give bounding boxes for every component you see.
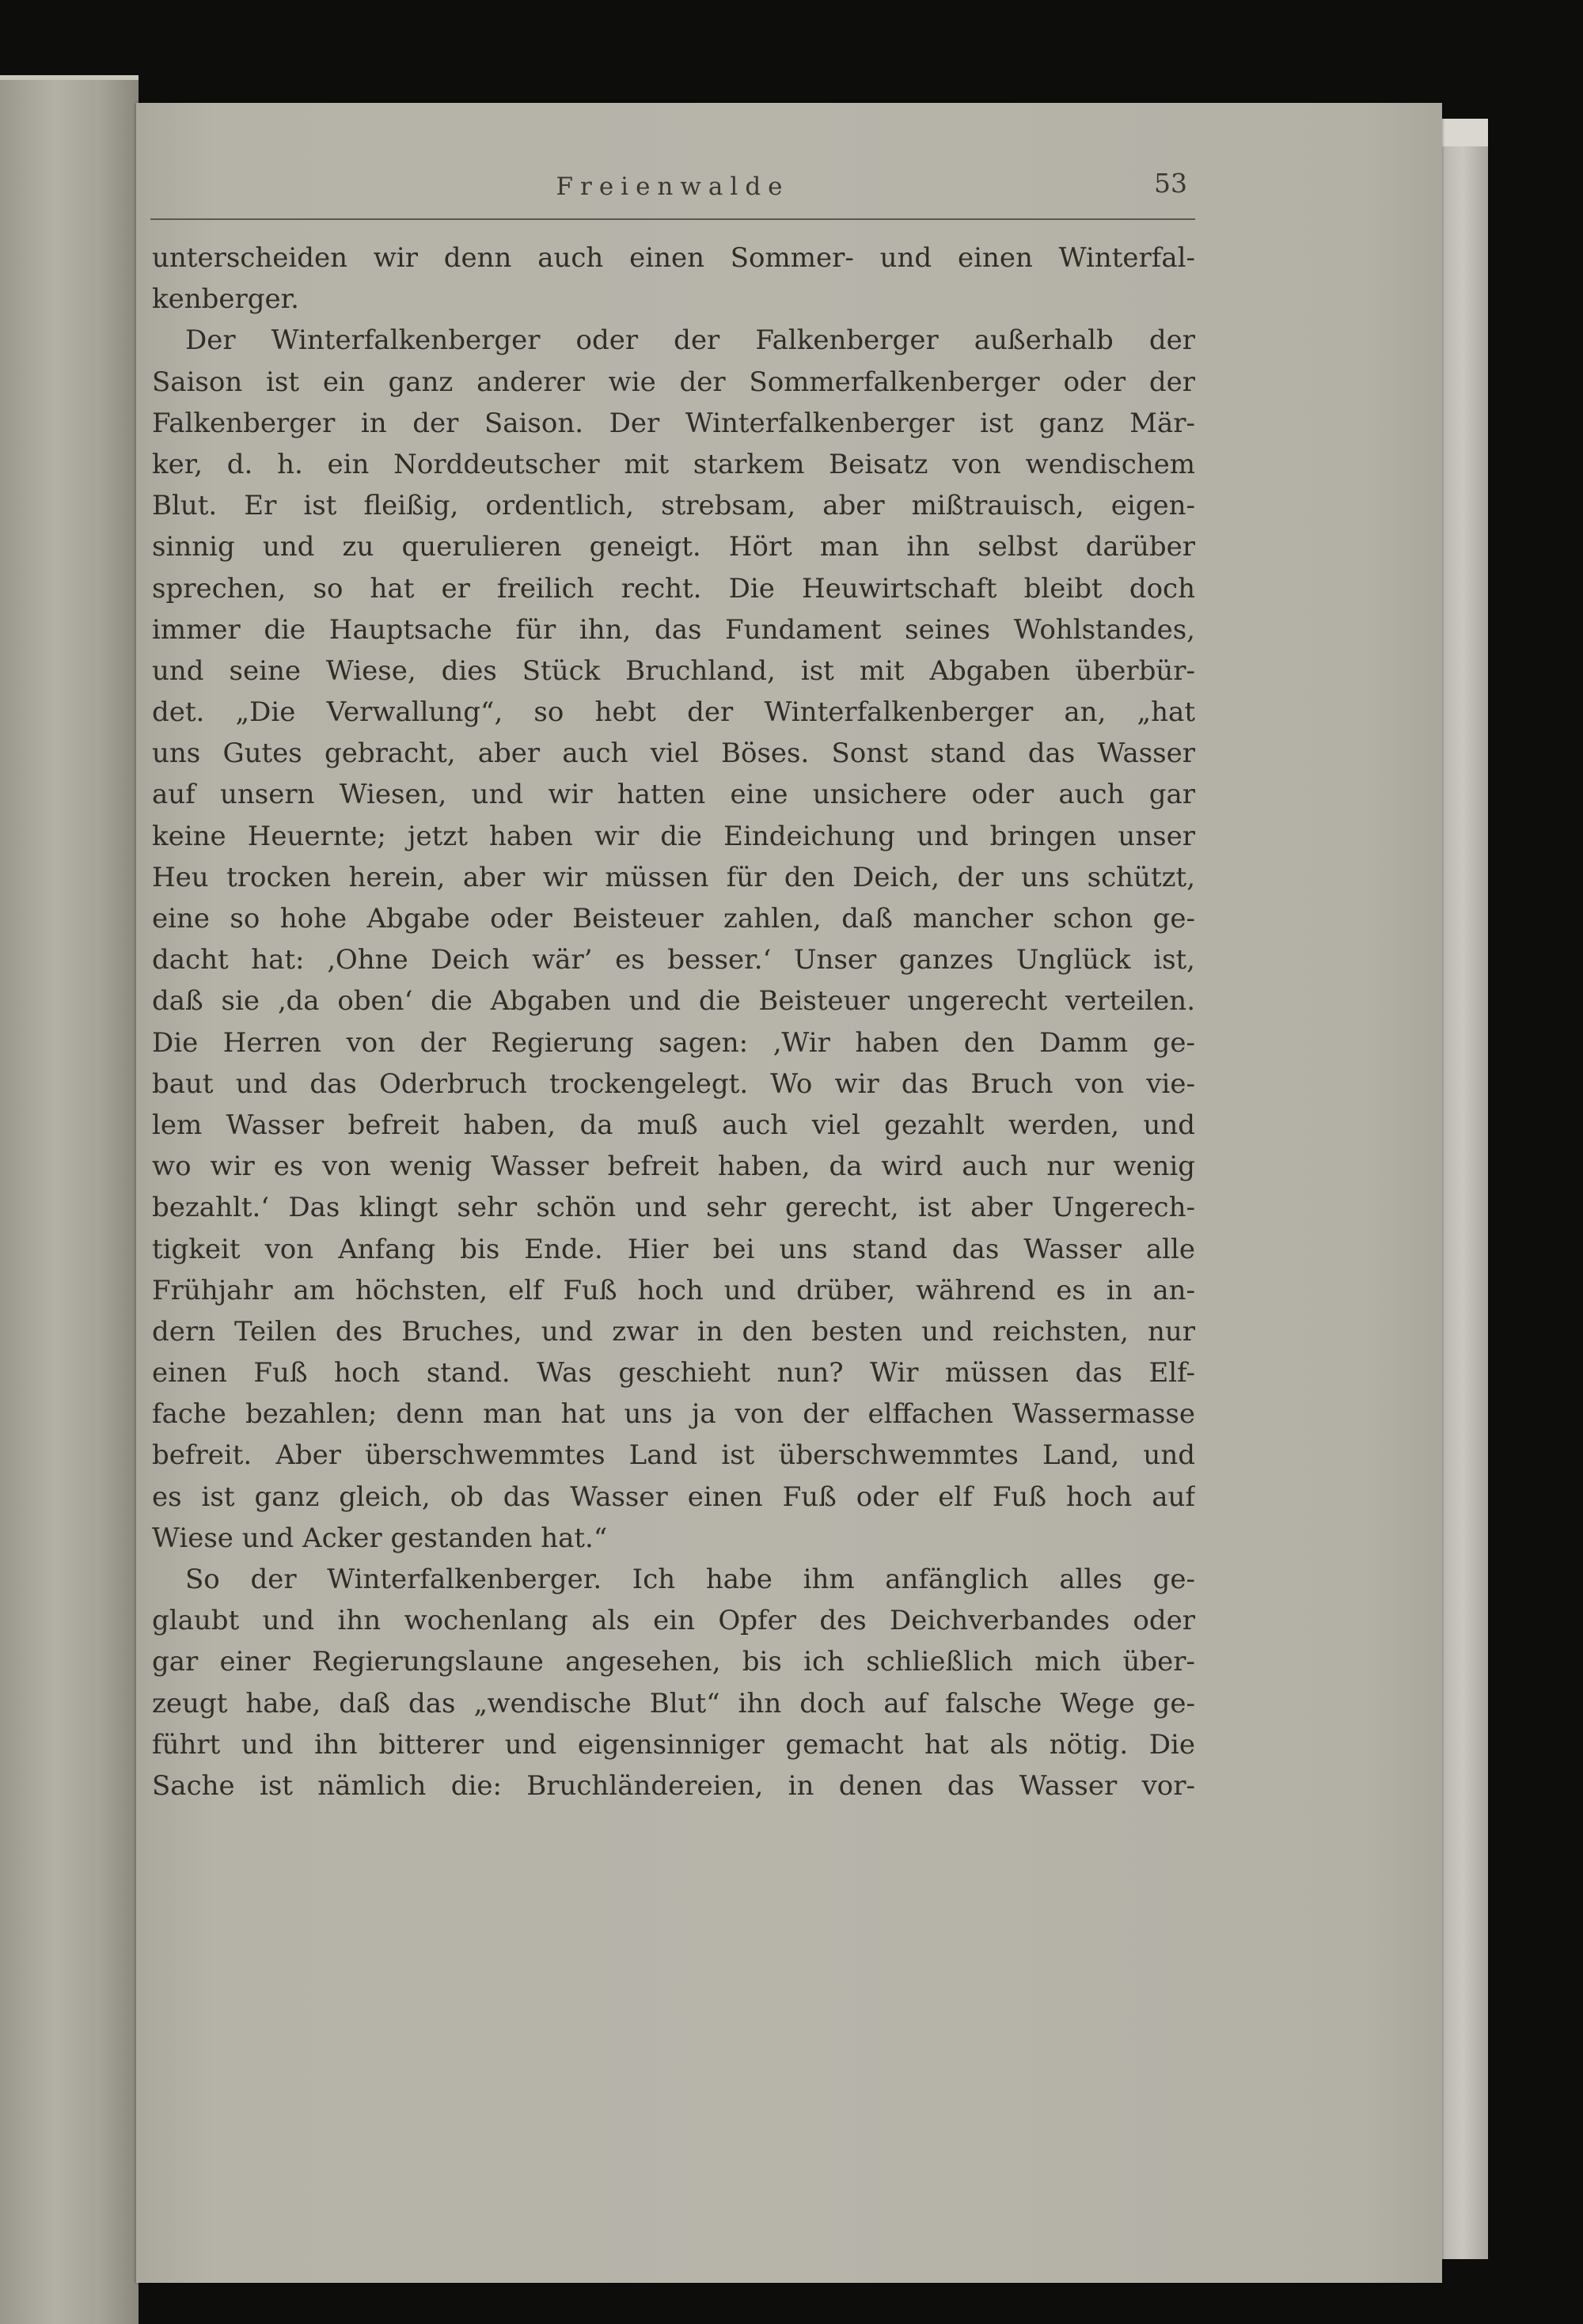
text-line: unterscheiden wir denn auch einen Sommer- und einen Winterfal- [152, 242, 1195, 274]
text-line: Falkenberger in der Saison. Der Winterfalkenberger ist ganz Mär- [152, 407, 1195, 439]
text-line: So der Winterfalkenberger. Ich habe ihm anfänglich alles ge- [185, 1564, 1195, 1595]
text-line: uns Gutes gebracht, aber auch viel Böses. Sonst stand das Wasser [152, 737, 1195, 770]
body-text [152, 237, 1195, 1807]
text-line: immer die Hauptsache für ihn, das Fundament seines Wohlstandes, [152, 613, 1195, 646]
text-line: dern Teilen des Bruches, und zwar in den besten und reichsten, nur [152, 1315, 1195, 1348]
text-line: Heu trocken herein, aber wir müssen für den Deich, der uns schützt, [152, 861, 1195, 893]
text-line: Sache ist nämlich die: Bruchländereien, in denen das Wasser vor- [152, 1769, 1195, 1802]
text-line: bezahlt.‘ Das klingt sehr schön und sehr gerecht, ist aber Ungerech- [152, 1192, 1195, 1224]
text-line: Saison ist ein ganz anderer wie der Sommerfalkenberger oder der [152, 366, 1195, 398]
text-line: dacht hat: ‚Ohne Deich wär’ es besser.‘ Unser ganzes Unglück ist, [152, 944, 1195, 976]
text-line: ker, d. h. ein Norddeutscher mit starkem Beisatz von wendischem [152, 448, 1195, 480]
text-line: glaubt und ihn wochenlang als ein Opfer des Deichverbandes oder [152, 1605, 1195, 1637]
text-line: daß sie ‚da oben‘ die Abgaben und die Beisteuer ungerecht verteilen. [152, 985, 1195, 1018]
text-line: sinnig und zu querulieren geneigt. Hört man ihn selbst darüber [152, 531, 1195, 563]
text-line: det. „Die Verwallung“, so hebt der Winterfalkenberger an, „hat [152, 696, 1195, 729]
text-line: sprechen, so hat er freilich recht. Die Heuwirtschaft bleibt doch [152, 572, 1195, 605]
text-line: es ist ganz gleich, ob das Wasser einen Fuß oder elf Fuß hoch auf [152, 1480, 1195, 1513]
text-line: eine so hohe Abgabe oder Beisteuer zahlen, daß mancher schon ge- [152, 903, 1195, 935]
text-line: Frühjahr am höchsten, elf Fuß hoch und drüber, während es in an- [152, 1274, 1195, 1306]
book-gutter [95, 80, 139, 2324]
text-line: Blut. Er ist fleißig, ordentlich, strebsam, aber mißtrauisch, eigen- [152, 490, 1195, 522]
text-line: führt und ihn bitterer und eigensinniger gemacht hat als nötig. Die [152, 1728, 1195, 1761]
previous-page-edge [0, 75, 139, 2324]
header-rule [150, 218, 1195, 220]
running-title: Freienwalde [556, 172, 790, 201]
text-line: Der Winterfalkenberger oder der Falkenberger außerhalb der [185, 324, 1195, 357]
text-line: tigkeit von Anfang bis Ende. Hier bei uns stand das Wasser alle [152, 1233, 1195, 1265]
text-line: Die Herren von der Regierung sagen: ‚Wir haben den Damm ge- [152, 1026, 1195, 1059]
text-line: kenberger. [152, 283, 299, 316]
text-line: zeugt habe, daß das „wendische Blut“ ihn doch auf falsche Wege ge- [152, 1687, 1195, 1719]
text-line: wo wir es von wenig Wasser befreit haben, da wird auch nur wenig [152, 1151, 1195, 1183]
text-line: keine Heuernte; jetzt haben wir die Eindeichung und bringen unser [152, 820, 1195, 852]
running-head [150, 168, 1195, 220]
text-line: fache bezahlen; denn man hat uns ja von der elffachen Wassermasse [152, 1398, 1195, 1431]
text-line: gar einer Regierungslaune angesehen, bis ich schließlich mich über- [152, 1646, 1195, 1678]
text-line: lem Wasser befreit haben, da muß auch viel gezahlt werden, und [152, 1109, 1195, 1141]
text-line: befreit. Aber überschwemmtes Land ist überschwemmtes Land, und [152, 1439, 1195, 1472]
text-line: und seine Wiese, dies Stück Bruchland, ist mit Abgaben überbür- [152, 654, 1195, 687]
text-line: auf unsern Wiesen, und wir hatten eine unsichere oder auch gar [152, 779, 1195, 811]
text-line: Wiese und Acker gestanden hat.“ [152, 1522, 608, 1554]
page-number: 53 [1154, 168, 1187, 199]
text-line: einen Fuß hoch stand. Was geschieht nun? Wir müssen das Elf- [152, 1357, 1195, 1389]
text-line: baut und das Oderbruch trockengelegt. Wo wir das Bruch von vie- [152, 1067, 1195, 1100]
